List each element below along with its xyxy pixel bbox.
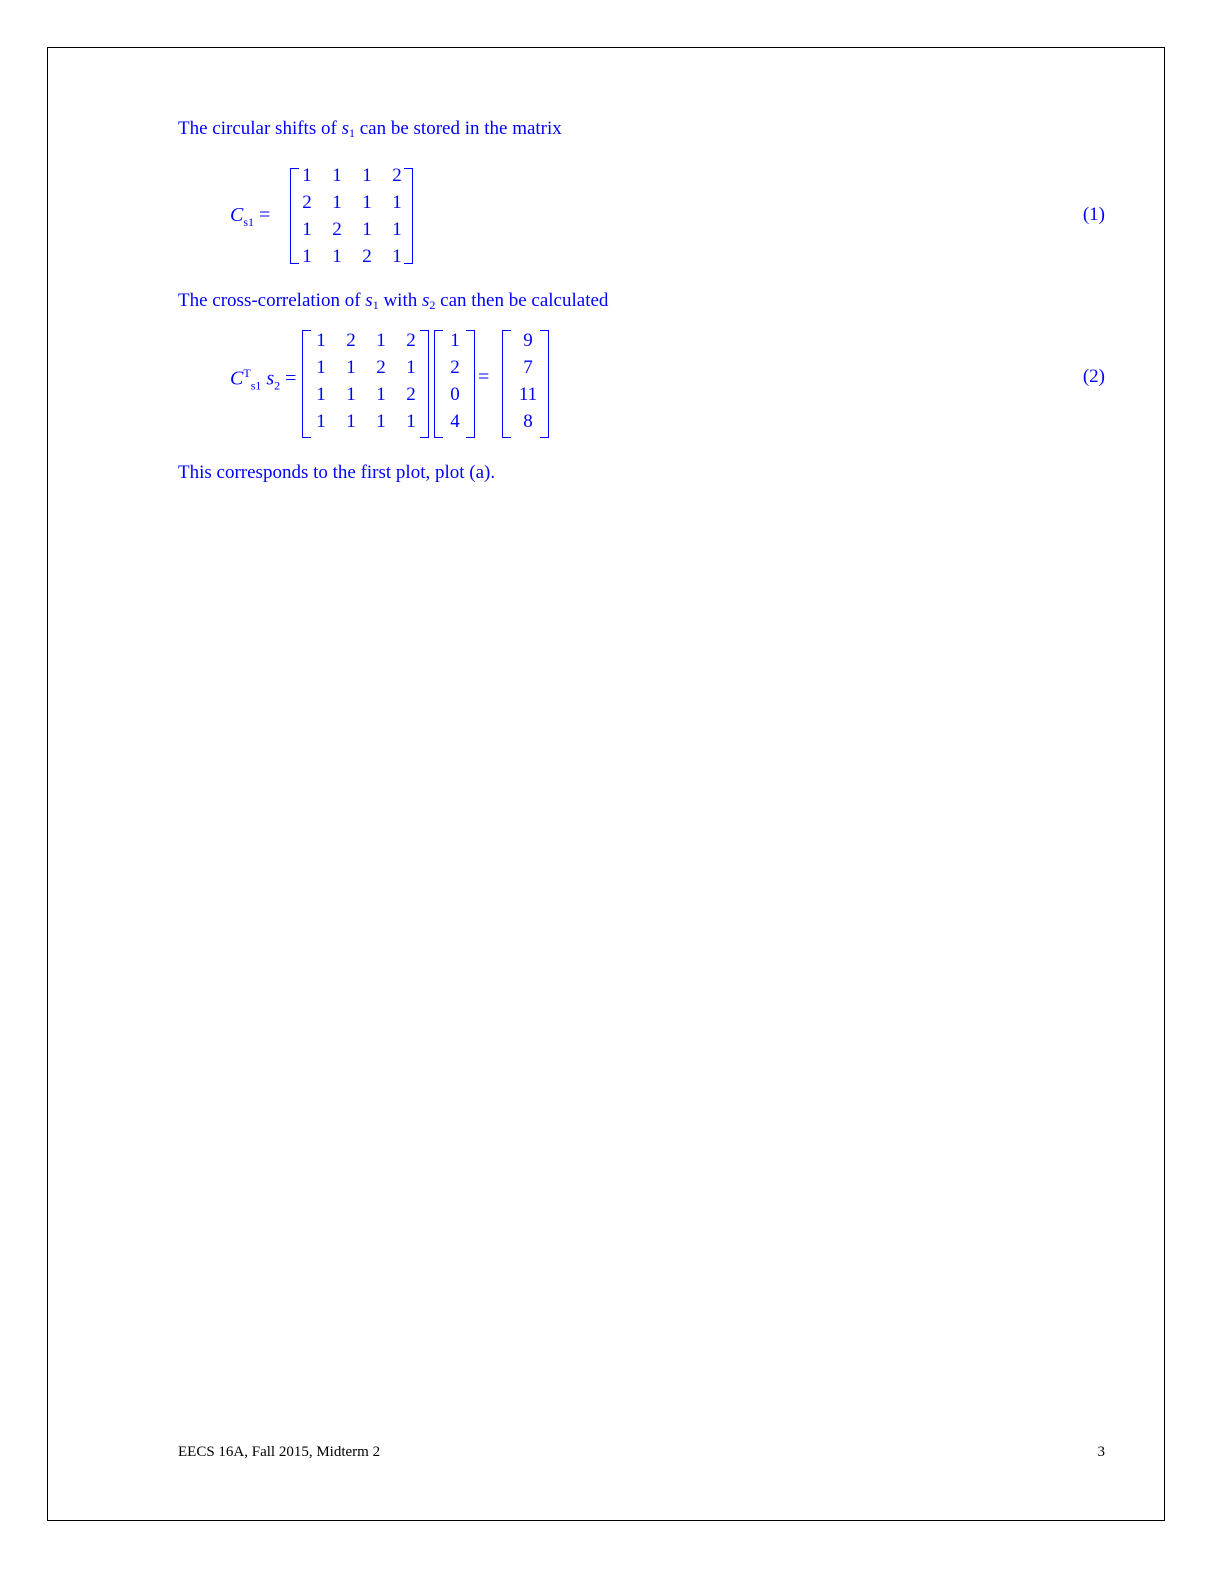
p2-text: The cross-correlation of xyxy=(178,290,361,311)
eq2-matrix-cell-r2-c1: 1 xyxy=(346,384,356,405)
eq2-vector-cell-r0-c0: 1 xyxy=(450,330,460,351)
eq1-lhs xyxy=(230,204,270,230)
eq1-matrix-cell-r0-c3: 2 xyxy=(392,165,402,186)
eq2-vector-cell-r1-c0: 2 xyxy=(450,357,460,378)
p2-vector2-sub: 2 xyxy=(429,298,436,312)
eq1-matrix-cell-r2-c0: 1 xyxy=(302,219,312,240)
page-frame xyxy=(47,47,1165,1521)
eq1-matrix xyxy=(292,165,412,265)
eq2-result-right-bracket xyxy=(540,330,549,438)
eq2-matrix-cell-r1-c3: 1 xyxy=(406,357,416,378)
eq2-matrix-cell-r2-c0: 1 xyxy=(316,384,326,405)
eq2-matrix-right-bracket xyxy=(420,330,429,438)
eq2-equals2: = xyxy=(478,366,490,388)
eq1-matrix-cell-r1-c1: 1 xyxy=(332,192,342,213)
p2-vector2: s xyxy=(421,290,430,311)
eq1-matrix-cell-r2-c1: 2 xyxy=(332,219,342,240)
paragraph-cross-correlation xyxy=(178,290,608,312)
eq1-matrix-cell-r2-c2: 1 xyxy=(362,219,372,240)
eq2-matrix-cell-r1-c2: 2 xyxy=(376,357,386,378)
p1-tail: can be stored in the matrix xyxy=(359,118,562,139)
eq2-matrix-cell-r2-c3: 2 xyxy=(406,384,416,405)
eq2-matrix-cell-r0-c0: 1 xyxy=(316,330,326,351)
eq2-vector-right-bracket xyxy=(466,330,475,438)
p1-vector-sub: 1 xyxy=(348,126,355,140)
eq2-result-cell-r0-c0: 9 xyxy=(523,330,533,351)
eq1-matrix-cell-r1-c3: 1 xyxy=(392,192,402,213)
eq1-number: (1) xyxy=(1082,204,1105,225)
eq1-equals: = xyxy=(259,204,271,226)
eq2-vector-sub: 2 xyxy=(274,378,281,393)
eq1-matrix-cell-r3-c3: 1 xyxy=(392,246,402,267)
eq2-vector: s xyxy=(266,367,275,390)
p2-vector1-sub: 1 xyxy=(372,298,379,312)
eq1-matrix-cell-r1-c0: 2 xyxy=(302,192,312,213)
eq2-matrix-cell-r3-c2: 1 xyxy=(376,411,386,432)
eq2-result-cell-r1-c0: 7 xyxy=(523,357,533,378)
eq2-sup: T xyxy=(243,366,251,380)
p1-vector: s xyxy=(341,118,349,139)
eq1-matrix-cell-r0-c1: 1 xyxy=(332,165,342,186)
eq2-result-cell-r2-c0: 11 xyxy=(518,384,538,405)
eq2-result-cell-r3-c0: 8 xyxy=(523,411,533,432)
eq1-symbol: C xyxy=(230,204,244,226)
eq2-matrix-cell-r1-c0: 1 xyxy=(316,357,326,378)
p2-mid: with xyxy=(383,290,418,311)
eq1-matrix-cell-r0-c0: 1 xyxy=(302,165,312,186)
eq1-matrix-cell-r3-c1: 1 xyxy=(332,246,342,267)
eq1-matrix-cell-r0-c2: 1 xyxy=(362,165,372,186)
footer-course: EECS 16A, Fall 2015, Midterm 2 xyxy=(178,1444,381,1460)
eq2-matrix-cell-r1-c1: 1 xyxy=(346,357,356,378)
eq2-vector-cell-r2-c0: 0 xyxy=(450,384,460,405)
p2-vector1: s xyxy=(365,290,373,311)
eq2-matrix-cell-r3-c3: 1 xyxy=(406,411,416,432)
eq2-vector-cell-r3-c0: 4 xyxy=(450,411,460,432)
eq1-matrix-cell-r3-c2: 2 xyxy=(362,246,372,267)
eq1-matrix-cell-r2-c3: 1 xyxy=(392,219,402,240)
eq2-lhs xyxy=(230,366,296,394)
eq2-matrix-cell-r2-c2: 1 xyxy=(376,384,386,405)
p1-text: The circular shifts of xyxy=(178,118,337,139)
eq2-equals: = xyxy=(285,367,297,390)
eq2-matrix-cell-r0-c3: 2 xyxy=(406,330,416,351)
eq2-matrix-cell-r3-c1: 1 xyxy=(346,411,356,432)
footer-page-number: 3 xyxy=(1097,1444,1105,1460)
paragraph-conclusion: This corresponds to the first plot, plot (a). xyxy=(178,462,496,483)
eq2-matrix-cell-r3-c0: 1 xyxy=(316,411,326,432)
eq2-sub: s1 xyxy=(250,378,262,393)
eq2-matrix xyxy=(306,330,428,440)
eq2-matrix-cell-r0-c2: 1 xyxy=(376,330,386,351)
eq1-matrix-cell-r3-c0: 1 xyxy=(302,246,312,267)
eq2-symbol: C xyxy=(230,367,244,390)
eq1-right-bracket xyxy=(404,168,413,264)
paragraph-circular-shifts xyxy=(178,118,562,140)
eq2-number: (2) xyxy=(1082,366,1105,387)
eq1-sub: s1 xyxy=(243,215,255,229)
eq2-matrix-cell-r0-c1: 2 xyxy=(346,330,356,351)
eq1-matrix-cell-r1-c2: 1 xyxy=(362,192,372,213)
p2-tail: can then be calculated xyxy=(440,290,609,311)
